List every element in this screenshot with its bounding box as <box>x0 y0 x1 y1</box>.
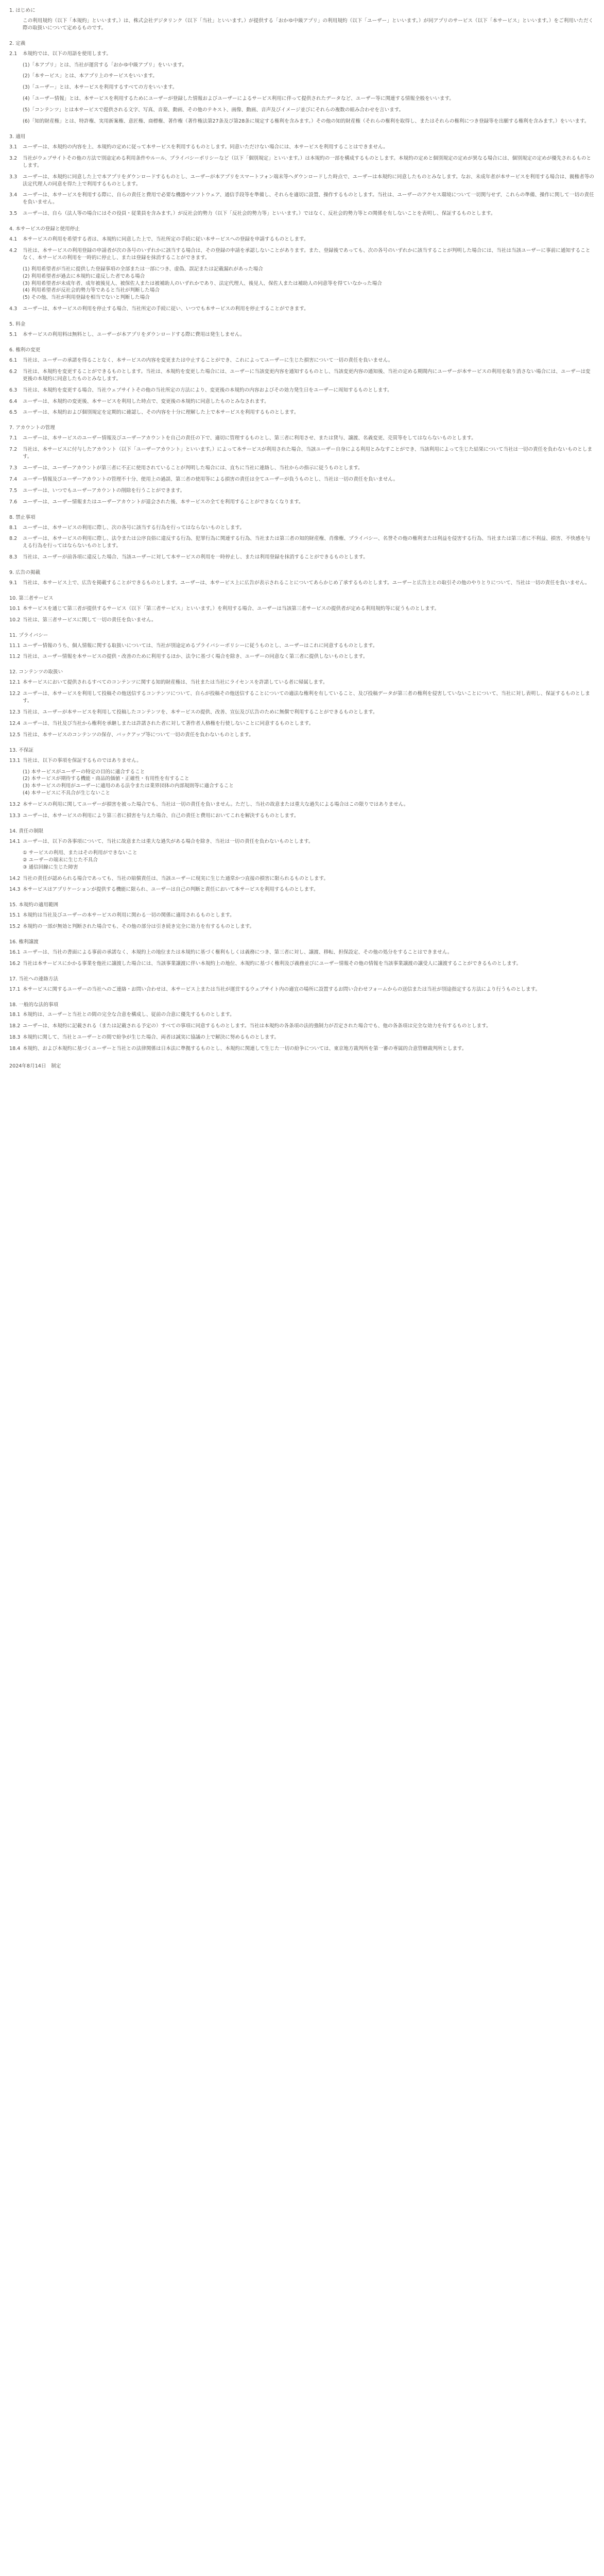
clause-number: 8.2 <box>9 536 18 542</box>
clause <box>9 732 595 739</box>
clause <box>9 247 595 262</box>
clause-text: 当社は、本規約を変更することができるものとします。当社は、本規約を変更した場合には、ユーザーに当該変更内容を通知するものとし、当該変更内容の通知後、当社の定める期間内にユーザーが本サービスの利用を取り消さない場合には、ユーザーは変更後の本規約に同意したものとみなします。 <box>23 368 591 382</box>
section-title: 15. 本規約の適用範囲 <box>9 902 59 908</box>
clause-text: (1) 本サービスがユーザーの特定の目的に適合すること (2) 本サービスが期待する機能・商品的価値・正確性・有用性を有すること (3) 本サービスの利用がユーザーに適用のある法令または業界団体の内部規則等に適合すること (4) 本サービスに不具合が生じないこと <box>23 769 234 796</box>
clause <box>9 118 595 125</box>
clause <box>9 368 595 383</box>
clause-number: 9.1 <box>9 580 18 586</box>
clause-number: 12.3 <box>9 709 21 715</box>
clause-text: ユーザーは、本サービスの利用に際し、次の各号に該当する行為を行ってはならないものとします。 <box>23 524 245 531</box>
clause-number: 6.5 <box>9 410 18 416</box>
clause <box>9 62 595 69</box>
clause-number: 3.5 <box>9 211 18 217</box>
clause <box>9 1045 595 1053</box>
clause-text: (5)「コンテンツ」とは本サービスで提供される文字、写真、音楽、動画、その他のテキスト、画像、動画、音声及びイメージ並びにそれらの複数の組み合わせを言います。 <box>23 107 404 113</box>
clause-text: 当社は、ユーザーが前各項に違反した場合、当該ユーザーに対して本サービスの利用を一時停止し、または利用登録を抹消することができるものとします。 <box>23 554 368 561</box>
clause-number: 4.3 <box>9 306 18 312</box>
section-title: 5. 料金 <box>9 321 26 328</box>
section-title: 13. 不保証 <box>9 747 34 753</box>
clause-number: 3.1 <box>9 144 18 150</box>
section <box>9 669 595 738</box>
clause <box>9 642 595 650</box>
section <box>9 828 595 893</box>
clause-text: 当社は、ユーザーが本サービスを利用して投稿したコンテンツを、本サービスの提供、改善、宣伝及び広告のために無償で利用することができるものとします。 <box>23 709 378 715</box>
clause <box>9 812 595 820</box>
clause-text: 本規約、および本規約に基づくユーザーと当社との法律関係は日本法に準拠するものとし、本規約に関連して生じた一切の紛争については、東京地方裁判所を第一審の専属的合意管轄裁判所とします。 <box>23 1046 467 1052</box>
clause-text: ユーザーは、自ら（法人等の場合にはその役員・従業員を含みます。）が反社会的勢力（以下「反社会的勢力等」といいます。）ではなく、反社会的勢力等との関係を有しないことを表明し、保証するものとします。 <box>23 211 496 217</box>
section <box>9 514 595 562</box>
clause-list <box>9 524 595 562</box>
clause-number <box>9 118 23 125</box>
clause-number: 5.1 <box>9 332 18 338</box>
clause <box>9 801 595 808</box>
clause-list <box>9 642 595 661</box>
clause-list <box>9 838 595 893</box>
clause-text: 当社は、本サービス上で、広告を掲載することができるものとします。ユーザーは、本サービス上に広告が表示されることについてあらかじめ了承するものとします。ユーザーと広告主との取引その他のやりとりについて、当社は一切の責任を負いません。 <box>23 580 590 586</box>
clause-number: 13.1 <box>9 757 21 764</box>
clause-list <box>9 757 595 820</box>
clause-text: 本サービスの利用に関してユーザーが損害を被った場合でも、当社は一切の責任を負いません。ただし、当社の故意または重大な過失による場合はこの限りではありません。 <box>23 802 409 808</box>
clause-text: 本サービスに関するユーザーの当社へのご連絡・お問い合わせは、本サービス上または当社が運営するウェブサイト内の適宜の場所に設置するお問い合わせフォームからの送信または当社が別途指定する方法により行うものとします。 <box>23 986 541 992</box>
clause-list <box>9 236 595 313</box>
clause <box>9 720 595 727</box>
clause-number <box>9 95 23 103</box>
clause <box>9 949 595 956</box>
clause-list <box>9 18 595 32</box>
section-title: 4. 本サービスの登録と使用停止 <box>9 226 80 232</box>
clause-number: 3.2 <box>9 155 18 161</box>
clause-text: 本規約の一部が無効と判断された場合でも、その他の部分は引き続き完全に効力を有するものとします。 <box>23 924 255 930</box>
clause <box>9 617 595 624</box>
section-title: 14. 責任の制限 <box>9 828 44 834</box>
clause <box>9 192 595 206</box>
clause <box>9 446 595 461</box>
clause-number: 6.3 <box>9 387 18 393</box>
clause-number: 8.3 <box>9 554 18 561</box>
clause-number: 7.2 <box>9 447 18 453</box>
clause-text: 当社は、ユーザー情報を本サービスの提供・改善のために利用するほか、法令に基づく場合を除き、ユーザーの同意なく第三者に提供しないものとします。 <box>23 654 368 660</box>
clause <box>9 84 595 91</box>
clause-text: 本規約は当社及びユーザーの本サービスの利用に関わる一切の関係に適用されるものとします。 <box>23 912 235 919</box>
clause <box>9 960 595 968</box>
clause-text: ユーザーは、本規約に同意した上で本アプリをダウンロードするものとし、ユーザーが本アプリをスマートフォン端末等へダウンロードした時点で、ユーザーは本規約に同意したものとみなします。なお、未成年者が本サービスを利用する場合は、親権者等の法定代理人の同意を得た上で利用するものとします。 <box>23 174 594 187</box>
clause-list <box>9 949 595 968</box>
section-title: 2. 定義 <box>9 40 26 46</box>
clause-text: ユーザーは、本サービスの利用により第三者に損害を与えた場合、自己の責任と費用においてこれを解決するものとします。 <box>23 813 299 819</box>
clause-list <box>9 357 595 416</box>
clause-list <box>9 679 595 738</box>
section <box>9 321 595 338</box>
clause <box>9 1034 595 1041</box>
clause-text: 当社は本サービスにかかる事業を他社に譲渡した場合には、当該事業譲渡に伴い本規約上の地位、本規約に基づく権利及び義務並びにユーザー情報その他の情報を当該事業譲渡の譲受人に譲渡することができるものとします。 <box>23 960 522 967</box>
clause-number: 18.2 <box>9 1023 21 1029</box>
clause-text: 本規約は、ユーザーと当社との間の完全な合意を構成し、従前の合意に優先するものとします。 <box>23 1012 235 1018</box>
clause <box>9 690 595 705</box>
clause-text: 本サービスの利用料は無料とし、ユーザーが本アプリをダウンロードする際に費用は発生しません。 <box>23 332 245 338</box>
clause-number <box>9 769 23 798</box>
clause-number: 13.3 <box>9 813 21 819</box>
clause <box>9 709 595 716</box>
section <box>9 939 595 968</box>
clause <box>9 923 595 930</box>
clause-number: 3.3 <box>9 174 18 180</box>
clause-text: ユーザーは、本規約の変更後、本サービスを利用した時点で、変更後の本規約に同意したものとみなされます。 <box>23 398 269 404</box>
clause-text: この利用規約（以下「本規約」といいます。）は、株式会社デジタリンク（以下「当社」といいます。）が提供する「おかゆ中級アプリ」の利用規約（以下「ユーザー」といいます。）が同アプリのサービス（以下「本サービス」といいます。）をご利用いただく際の取扱いについて定めるものです。 <box>23 18 594 31</box>
clause-text: 本サービスはアプリケーションが提供する機能に限られ、ユーザーは自己の判断と責任において本サービスを利用するものとします。 <box>23 887 319 893</box>
clause <box>9 1011 595 1019</box>
clause-number <box>9 62 23 69</box>
clause <box>9 174 595 188</box>
clause-number: 11.2 <box>9 654 21 660</box>
section <box>9 569 595 587</box>
clause <box>9 357 595 364</box>
clause-text: ユーザーは、当社の書面による事前の承諾なく、本規約上の地位または本規約に基づく権利もしくは義務につき、第三者に対し、譲渡、移転、担保設定、その他の処分をすることはできません。 <box>23 949 453 955</box>
clause-list <box>9 605 595 624</box>
clause-list <box>9 435 595 505</box>
clause-text: 当社がウェブサイトその他の方法で別途定める利用条件やルール、プライバシーポリシーなど（以下「個別規定」といいます。）は本規約の一部を構成するものとします。本規約の定めと個別規定の定めが異なる場合には、個別規定の定めが優先されるものとします。 <box>23 155 592 168</box>
clause-number: 6.2 <box>9 368 18 375</box>
clause-number: 18.4 <box>9 1046 21 1052</box>
section <box>9 40 595 125</box>
clause <box>9 605 595 613</box>
clause-text: ユーザーは、いつでもユーザーアカウントの削除を行うことができます。 <box>23 487 185 494</box>
clause-list <box>9 580 595 587</box>
clause-text: (1) 利用希望者が当社に提供した登録事項の全部または一部につき、虚偽、誤記または記載漏れがあった場合 (2) 利用希望者が過去に本規約に違反した者である場合 (3) 利用希望者が未成年者、成年被後見人、被保佐人または被補助人のいずれかであり、法定代理人、後見人、保佐人または補助人の同意等を得ていなかった場合 (4) 利用希望者が反社会的勢力等であると当社が判断した場合 (5) その他、当社が利用登録を相当でないと判断した場合 <box>23 266 382 301</box>
clause-text: ユーザーは、本サービスの利用を停止する場合、当社所定の手続に従い、いつでも本サービスの利用を停止することができます。 <box>23 306 309 312</box>
clause-text: ユーザーは、本サービスを利用する際に、自らの責任と費用で必要な機器やソフトウェア、通信手段等を準備し、それらを適切に設置、操作するものとします。当社は、ユーザーのアクセス環境について一切関与せず、これらの準備、操作に関して一切の責任を負いません。 <box>23 192 594 206</box>
clause <box>9 155 595 170</box>
clause <box>9 476 595 483</box>
clause-number: 6.4 <box>9 398 18 404</box>
clause <box>9 107 595 114</box>
clause-number: 13.2 <box>9 802 21 808</box>
clause-number: 15.1 <box>9 912 21 919</box>
section-title: 7. アカウントの管理 <box>9 425 55 431</box>
section <box>9 425 595 505</box>
clause-number: 12.4 <box>9 720 21 726</box>
clause <box>9 1023 595 1030</box>
section <box>9 226 595 313</box>
section-title: 17. 当社への連絡方法 <box>9 976 59 982</box>
clause-number: 8.1 <box>9 524 18 531</box>
clause-number: 12.2 <box>9 691 21 697</box>
clause-number: 7.3 <box>9 465 18 471</box>
clause-text: 本サービスの利用を希望する者は、本規約に同意した上で、当社所定の手続に従い本サービスへの登録を申請するものとします。 <box>23 236 309 243</box>
clause <box>9 18 595 32</box>
clause-number: 18.1 <box>9 1012 21 1018</box>
clause-number: 7.5 <box>9 487 18 494</box>
clause-text: (2)「本サービス」とは、本アプリ上のサービスをいいます。 <box>23 73 158 79</box>
clause-number <box>9 107 23 114</box>
clause-number <box>9 84 23 91</box>
clause <box>9 580 595 587</box>
section-title: 8. 禁止事項 <box>9 514 36 520</box>
clause-text: 当社は、ユーザーの承諾を得ることなく、本サービスの内容を変更または中止することができ、これによってユーザーに生じた損害について一切の責任を負いません。 <box>23 357 393 363</box>
clause-text: 本規約に関して、当社とユーザーとの間で紛争が生じた場合、両者は誠実に協議の上で解決に努めるものとします。 <box>23 1035 279 1041</box>
section <box>9 7 595 32</box>
clause-number: 18.3 <box>9 1035 21 1041</box>
clause <box>9 679 595 686</box>
clause-text: 当社の責任が認められる場合であっても、当社の賠償責任は、当該ユーザーに現実に生じた通常かつ直接の損害に限られるものとします。 <box>23 875 329 882</box>
clause-text: ユーザーは、本規約に記載される（または記載される予定の）すべての事項に同意するものとします。当社は本規約の各条項の法的強制力が否定された場合でも、他の各条項は完全な効力を有するものとします。 <box>23 1023 491 1029</box>
clause-text: ユーザー情報のうち、個人情報に関する取扱いについては、当社が別途定めるプライバシーポリシーに従うものとし、ユーザーはこれに同意するものとします。 <box>23 642 378 649</box>
clause-text: (3)「ユーザー」とは、本サービスを利用するすべての方をいいます。 <box>23 84 178 91</box>
clause <box>9 95 595 103</box>
clause <box>9 524 595 532</box>
clause <box>9 757 595 765</box>
clause <box>9 499 595 506</box>
clause <box>9 398 595 405</box>
clause-number: 7.1 <box>9 435 18 442</box>
clause-text: 当社は、第三者サービスに関して一切の責任を負いません。 <box>23 617 157 623</box>
clause-number: 17.1 <box>9 986 21 992</box>
clause <box>9 210 595 217</box>
clause-number: 12.1 <box>9 680 21 686</box>
clause-text: 当社は、以下の事項を保証するものではありません。 <box>23 757 142 764</box>
clause-text: ユーザーは、ユーザーアカウントが第三者に不正に使用されていることが判明した場合には、直ちに当社に連絡し、当社からの指示に従うものとします。 <box>23 465 363 471</box>
clause <box>9 850 595 871</box>
clause-number: 4.1 <box>9 236 18 243</box>
clause-number: 11.1 <box>9 642 21 649</box>
clause-text: (1)「本アプリ」とは、当社が運営する「おかゆ中級アプリ」をいいます。 <box>23 62 187 68</box>
clause <box>9 331 595 338</box>
clause-number: 16.2 <box>9 960 21 967</box>
clause-number <box>9 850 23 871</box>
clause <box>9 886 595 893</box>
clause-text: ユーザーは、本サービスを利用して投稿その他送信するコンテンツについて、自らが投稿その他送信することについての適法な権利を有していること、及び投稿データが第三者の権利を侵害していないことについて、当社に対し表明し、保証するものとします。 <box>23 691 590 704</box>
effective-date: 2024年8月14日 制定 <box>9 1063 61 1070</box>
clause-number: 7.6 <box>9 499 18 505</box>
clause-number: 16.1 <box>9 949 21 955</box>
clause <box>9 465 595 472</box>
section-title: 12. コンテンツの取扱い <box>9 669 63 675</box>
section-title: 18. 一般的な法的事項 <box>9 1002 59 1008</box>
section-title: 6. 権利の変更 <box>9 347 41 353</box>
clause <box>9 73 595 80</box>
section <box>9 347 595 416</box>
section-title: 11. プライバシー <box>9 632 48 638</box>
clause <box>9 535 595 550</box>
clause-text: 当社は、本サービスのコンテンツの保存、バックアップ等について一切の責任を負わないものとします。 <box>23 732 254 738</box>
clause-text: ユーザーは、本規約および個別規定を定期的に確認し、その内容を十分に理解した上で本サービスを利用するものとします。 <box>23 410 299 416</box>
clause-text: (6)「知的財産権」とは、特許権、実用新案権、意匠権、商標権、著作権（著作権法第27条及び第28条に規定する権利を含みます。）その他の知的財産権（それらの権利を取得し、またはそれらの権利につき登録等を出願する権利を含みます。）をいいます。 <box>23 118 590 125</box>
clause-text: 本サービスを通じて第三者が提供するサービス（以下「第三者サービス」といいます。）を利用する場合、ユーザーは当該第三者サービスの提供者が定める利用規約等に従うものとします。 <box>23 605 440 612</box>
clause-number <box>9 266 23 302</box>
clause <box>9 409 595 416</box>
clause-list <box>9 986 595 993</box>
terms-document <box>0 0 604 1070</box>
clause-text: ユーザー情報及びユーザーアカウントの管理不十分、使用上の過誤、第三者の使用等による損害の責任は全てユーザーが負うものとし、当社は一切の責任を負いません。 <box>23 476 399 482</box>
clause <box>9 435 595 442</box>
clause-number: 14.3 <box>9 887 21 893</box>
clause <box>9 266 595 302</box>
clause-number: 7.4 <box>9 476 18 482</box>
section-title: 10. 第三者サービス <box>9 595 54 601</box>
clause-text: 当社は、本サービスに付与したアカウント（以下「ユーザーアカウント」といいます。）によって本サービスが利用された場合、当該ユーザー自身による利用とみなすことができ、当該利用によって生じた結果について当社は一切の責任を負わないものとします。 <box>23 447 593 460</box>
clause <box>9 986 595 993</box>
clause-text: ユーザーは、当社及び当社から権利を承継しまたは許諾された者に対して著作者人格権を行使しないことに同意するものとします。 <box>23 720 314 726</box>
clause-text: 当社は、本規約を変更する場合、当社ウェブサイトその他の当社所定の方法により、変更後の本規約の内容およびその効力発生日をユーザーに周知するものとします。 <box>23 387 392 393</box>
clause-text: ユーザーは、ユーザー情報またはユーザーアカウントが退会された後、本サービスの全てを利用することができなくなります。 <box>23 499 304 505</box>
section <box>9 595 595 624</box>
clause-number <box>9 18 23 32</box>
clause-list <box>9 331 595 338</box>
clause-number: 15.2 <box>9 924 21 930</box>
clause <box>9 912 595 919</box>
clause-text: ユーザーは、本サービスの利用に際し、法令または公序良俗に違反する行為、犯罪行為に関連する行為、当社または第三者の知的財産権、肖像権、プライバシー、名誉その他の権利または利益を侵害する行為、当社または第三者に不利益、損害、不快感を与える行為を行ってはならないものとします。 <box>23 536 591 549</box>
section <box>9 976 595 993</box>
clause-number: 10.1 <box>9 605 21 612</box>
clause-number: 12.5 <box>9 732 21 738</box>
section <box>9 747 595 820</box>
clause-number: 4.2 <box>9 247 18 253</box>
clause-list <box>9 50 595 125</box>
clause-text: 本サービスにおいて提供されるすべてのコンテンツに関する知的財産権は、当社または当社にライセンスを許諾している者に帰属します。 <box>23 680 328 686</box>
clause-number: 6.1 <box>9 357 18 363</box>
clause-text: ユーザーは、本規約の内容を上、本規約の定めに従って本サービスを利用するものとします。同意いただけない場合には、本サービスを利用することはできません。 <box>23 144 388 150</box>
clause-list <box>9 144 595 217</box>
clause-text: ユーザーは、以下の各事項について、当社に故意または重大な過失がある場合を除き、当社は一切の責任を負わないものとします。 <box>23 838 314 844</box>
clause <box>9 236 595 243</box>
clause <box>9 554 595 561</box>
clause-number: 2.1 <box>9 50 18 57</box>
clause-list <box>9 1011 595 1053</box>
clause-text: ① サービスの利用、またはその利用ができないこと ② ユーザーの端末に生じた不具合 ③ 通信回線に生じた障害 <box>23 850 137 870</box>
section <box>9 632 595 661</box>
clause <box>9 875 595 883</box>
clause-text: (4)「ユーザー情報」とは、本サービスを利用するためにユーザーが登録した情報およびユーザーによるサービス利用に伴って提供されたデータなど、ユーザー等に関連する情報全般をいいます。 <box>23 96 454 102</box>
clause <box>9 387 595 394</box>
section <box>9 902 595 930</box>
clause-number: 14.2 <box>9 875 21 882</box>
section <box>9 133 595 217</box>
clause-text: 当社は、本サービスの利用登録の申請者が次の各号のいずれかに該当する場合は、その登録の申請を承認しないことがあります。また、登録後であっても、次の各号のいずれかに該当することが判明した場合には、当社は当該ユーザーに事前に通知することなく、本サービスの利用を一時的に停止し、または登録を抹消することができます。 <box>23 247 591 261</box>
clause-number: 10.2 <box>9 617 21 623</box>
clause-text: ユーザーは、本サービスのユーザー情報及びユーザーアカウントを自己の責任の下で、適切に管理するものとし、第三者に利用させ、または貸与、譲渡、名義変更、売買等をしてはならないものとします。 <box>23 435 476 442</box>
clause <box>9 306 595 313</box>
section-title: 9. 広告の掲載 <box>9 570 41 576</box>
clause <box>9 653 595 660</box>
clause-number: 14.1 <box>9 838 21 844</box>
section-title: 1. はじめに <box>9 8 36 13</box>
clause-text: 本規約では、以下の用語を使用します。 <box>23 50 111 57</box>
clause <box>9 487 595 495</box>
clause <box>9 838 595 845</box>
clause-list <box>9 912 595 930</box>
clause <box>9 769 595 798</box>
clause <box>9 50 595 58</box>
section-title: 3. 適用 <box>9 133 26 140</box>
clause-number: 3.4 <box>9 192 18 198</box>
clause-number <box>9 73 23 80</box>
section <box>9 1002 595 1053</box>
section-title: 16. 権利譲渡 <box>9 939 39 945</box>
clause <box>9 144 595 151</box>
